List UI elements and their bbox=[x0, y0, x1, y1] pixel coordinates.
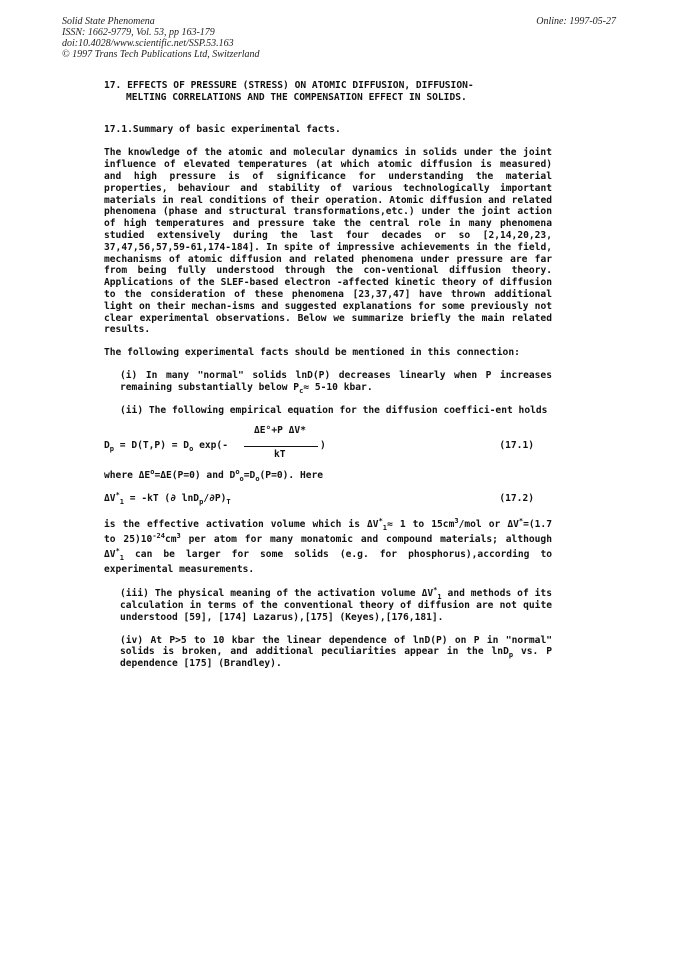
eq2-number: (17.2) bbox=[499, 493, 534, 505]
fact-item-i: (i) In many "normal" solids lnD(P) decreases linearly when P increases remaining substantially below $P_c\approx 5-10$ kbar. bbox=[120, 369, 552, 395]
title-line-2: MELTING CORRELATIONS AND THE COMPENSATION EFFECT IN SOLIDS. bbox=[126, 91, 467, 103]
fact-item-iv: (iv) At P>5 to 10 kbar the linear dependence of lnD(P) on P in "normal" solids is broken, and additional peculiarities appear in the lnD$_p$ vs. P dependence [175] (Brandley). bbox=[120, 634, 552, 670]
intro-paragraph: The knowledge of the atomic and molecular dynamics in solids under the joint influence of elevated temperatures (at which atomic diffusion is measured) and high pressure is of significance for understanding the material properties, behaviour and stability of various technologically important materials in real conditions of their operation. Atomic diffusion and related phenomena (phase and structural transformations,etc.) under the joint action of high temperatures and pressure take the central role in many phenomena studied extensively during the last four decades or so [2,14,20,23, 37,47,56,57,59-61,174-184]. In spite of impressive achievements in the field, mechanisms of atomic diffusion and related phenomena under pressure are far from being fully understood through the con-ventional diffusion theory. Applications of the SLEF-based electron -affected kinetic theory of diffusion to the consideration of these phenomena [23,37,47] have thrown additional light on their mechan-isms and suggested explanations for some previously not clear experimental observations. Below we summarize briefly the main related results. bbox=[104, 147, 552, 336]
article-body bbox=[104, 80, 552, 681]
online-date: Online: 1997-05-27 bbox=[536, 16, 616, 27]
copyright: © 1997 Trans Tech Publications Ltd, Switzerland bbox=[62, 49, 260, 60]
section-heading: 17.1.Summary of basic experimental facts. bbox=[104, 123, 341, 135]
eq1-close: ) bbox=[320, 440, 326, 452]
fact-item-ii: (ii) The following empirical equation for the diffusion coeffici-ent holds bbox=[120, 404, 548, 416]
eq1-denominator: kT bbox=[274, 449, 286, 461]
title-line-1: 17. EFFECTS OF PRESSURE (STRESS) ON ATOMIC DIFFUSION, DIFFUSION- bbox=[104, 80, 474, 91]
where-line: where $\Delta E^o=\Delta E(P=0)$ and $D^o_o=D_o(P=0)$. Here bbox=[104, 468, 324, 484]
equation-17-2 bbox=[104, 490, 552, 507]
article-title bbox=[104, 80, 552, 104]
issn: ISSN: 1662-9779, Vol. 53, pp 163-179 bbox=[62, 27, 215, 38]
eq1-lhs: $D_p = D(T,P) = D_o$ exp(- bbox=[104, 440, 228, 454]
equation-17-1 bbox=[104, 425, 552, 461]
doi: doi:10.4028/www.scientific.net/SSP.53.163 bbox=[62, 38, 234, 49]
activation-volume-text: is the effective activation volume which is $\Delta V^*_1\approx 1$ to $15cm^3$/mol or ΔV*=(1.7 to $25)10^{-24}cm^3$ per atom for many monatomic and compound materials; although $\Delta V^*_1$ can be larger for some solids (e.g. for phosphorus),according to experimental measurements. bbox=[104, 516, 552, 576]
fact-item-iii: (iii) The physical meaning of the activation volume $\Delta V^*_1$ and methods of its calculation in terms of the conventional theory of diffusion are not quite understood [59], [174] Lazarus),[175] (Keyes),[176,181]. bbox=[120, 585, 552, 623]
fraction-bar bbox=[244, 446, 318, 447]
eq1-numerator: ΔE°+P ΔV* bbox=[254, 425, 306, 437]
eq1-number: (17.1) bbox=[499, 440, 534, 452]
facts-intro: The following experimental facts should be mentioned in this connection: bbox=[104, 347, 520, 359]
eq2-expression: $\Delta V^*_1 = -kT$ (∂ $\ln D_p/\partial P)_T$ bbox=[104, 490, 231, 507]
journal-name: Solid State Phenomena bbox=[62, 16, 155, 27]
journal-header bbox=[62, 16, 260, 60]
